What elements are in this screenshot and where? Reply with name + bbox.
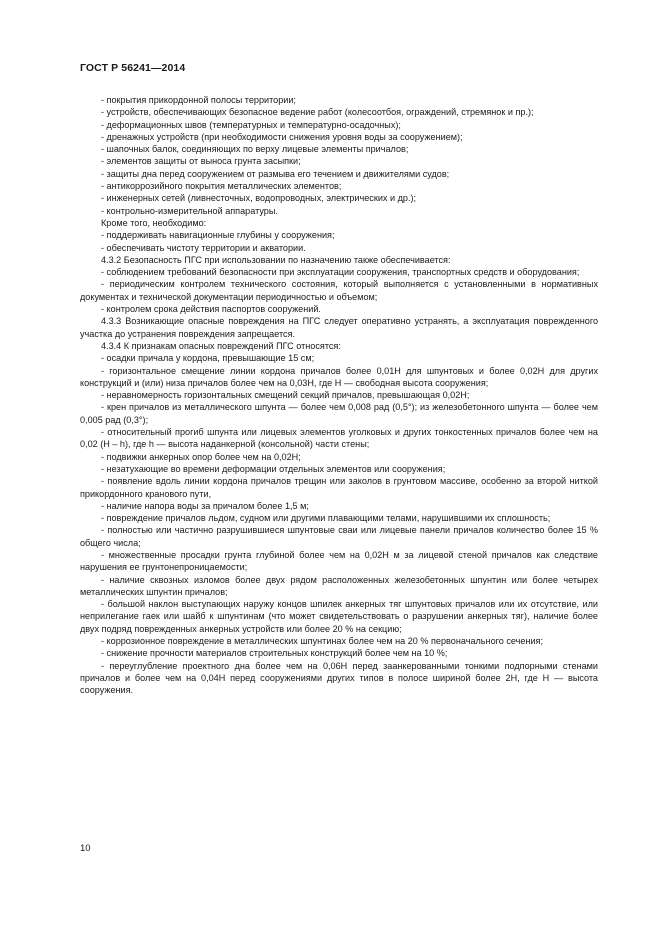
paragraph: - появление вдоль линии кордона причалов трещин или заколов в грунтовом массиве, особенно за второй ниткой прикордонного кранового пути, (80, 476, 598, 499)
paragraph: - полностью или частично разрушившиеся шпунтовые сваи или лицевые панели причалов количество более 15 % общего числа; (80, 525, 598, 548)
paragraph: - деформационных швов (температурных и температурно-осадочных); (101, 119, 401, 130)
paragraph: - коррозионное повреждение в металлических шпунтинах более чем на 20 % первоначального сечения; (101, 636, 543, 647)
paragraph: - обеспечивать чистоту территории и акватории. (101, 242, 306, 253)
body-text (80, 94, 598, 697)
paragraph: - незатухающие во времени деформации отдельных элементов или сооружения; (101, 463, 446, 474)
section-paragraph: 4.3.3 Возникающие опасные повреждения на ПГС следует оперативно устранять, а эксплуатация поврежденного участка до устранения повреждения запрещается. (80, 316, 598, 339)
paragraph: - крен причалов из металлического шпунта — более чем 0,008 рад (0,5°); из железобетонного шпунта — более чем 0,005 рад (0,3°); (80, 402, 598, 425)
paragraph: - контролем срока действия паспортов сооружений. (101, 304, 321, 315)
paragraph: - периодическим контролем технического состояния, который выполняется с установленными в нормативных документах и технической документации периодичностью и объемом; (80, 279, 598, 302)
paragraph: - повреждение причалов льдом, судном или другими плавающими телами, нарушившими их сплошность; (101, 513, 551, 524)
paragraph: - устройств, обеспечивающих безопасное ведение работ (колесоотбоя, ограждений, стремянок и пр.); (101, 107, 534, 118)
paragraph: - наличие напора воды за причалом более 1,5 м; (101, 500, 309, 511)
paragraph: - инженерных сетей (ливнесточных, водопроводных, электрических и др.); (101, 193, 417, 204)
paragraph: - подвижки анкерных опор более чем на 0,02H; (101, 451, 301, 462)
paragraph: - антикоррозийного покрытия металлических элементов; (101, 181, 342, 192)
paragraph: - дренажных устройств (при необходимости снижения уровня воды за сооружением); (101, 131, 463, 142)
page-number: 10 (80, 843, 91, 854)
paragraph: - покрытия прикордонной полосы территории; (101, 95, 296, 105)
paragraph: - горизонтальное смещение линии кордона причалов более 0,01H для шпунтовых и более 0,02H для других конструкций и (или) низа причалов более чем на 0,03H, где H — свободная высота сооружения; (80, 365, 598, 388)
paragraph: Кроме того, необходимо: (101, 217, 207, 228)
section-paragraph: 4.3.2 Безопасность ПГС при использовании по назначению также обеспечивается: (101, 254, 451, 265)
paragraph: - неравномерность горизонтальных смещений секций причалов, превышающая 0,02H; (101, 390, 470, 401)
paragraph: - защиты дна перед сооружением от размыва его течением и движителями судов; (101, 168, 450, 179)
paragraph: - наличие сквозных изломов более двух рядом расположенных железобетонных шпунтин или более четырех металлических шпунтин причалов; (80, 574, 598, 597)
paragraph: - элементов защиты от выноса грунта засыпки; (101, 156, 301, 167)
paragraph: - относительный прогиб шпунта или лицевых элементов уголковых и других тонкостенных причалов более чем на 0,02 (H – h), где h — высота наданкерной (консольной) части стены; (80, 427, 598, 450)
paragraph: - большой наклон выступающих наружу концов шпилек анкерных тяг шпунтовых причалов или их отсутствие, или неприлегание гаек или шайб к шпунтинам (что может свидетельствовать о разрушении анкерных тяг), наличие более двух подряд поврежденных анкерных устройств или более 20 % на секцию; (80, 599, 598, 634)
section-paragraph: 4.3.4 К признакам опасных повреждений ПГС относятся: (101, 340, 341, 351)
paragraph: - соблюдением требований безопасности при эксплуатации сооружения, транспортных средств и оборудования; (101, 267, 580, 278)
paragraph: - контрольно-измерительной аппаратуры. (101, 205, 278, 216)
paragraph: - поддерживать навигационные глубины у сооружения; (101, 230, 335, 241)
paragraph: - переуглубление проектного дна более чем на 0,06H перед заанкерованными тонкими подпорными стенами причалов и более чем на 0,04H перед сооружениями других типов в полосе шириной более 2H, где H — высота сооружения. (80, 660, 598, 696)
paragraph: - шапочных балок, соединяющих по верху лицевые элементы причалов; (101, 144, 409, 155)
paragraph: - снижение прочности материалов строительных конструкций более чем на 10 %; (101, 648, 448, 659)
paragraph: - множественные просадки грунта глубиной более чем на 0,02H м за лицевой стеной причалов как следствие нарушения ее грунтонепроницаемости; (80, 549, 598, 573)
paragraph: - осадки причала у кордона, превышающие 15 см; (101, 353, 315, 364)
standard-header: ГОСТ Р 56241—2014 (80, 62, 186, 74)
